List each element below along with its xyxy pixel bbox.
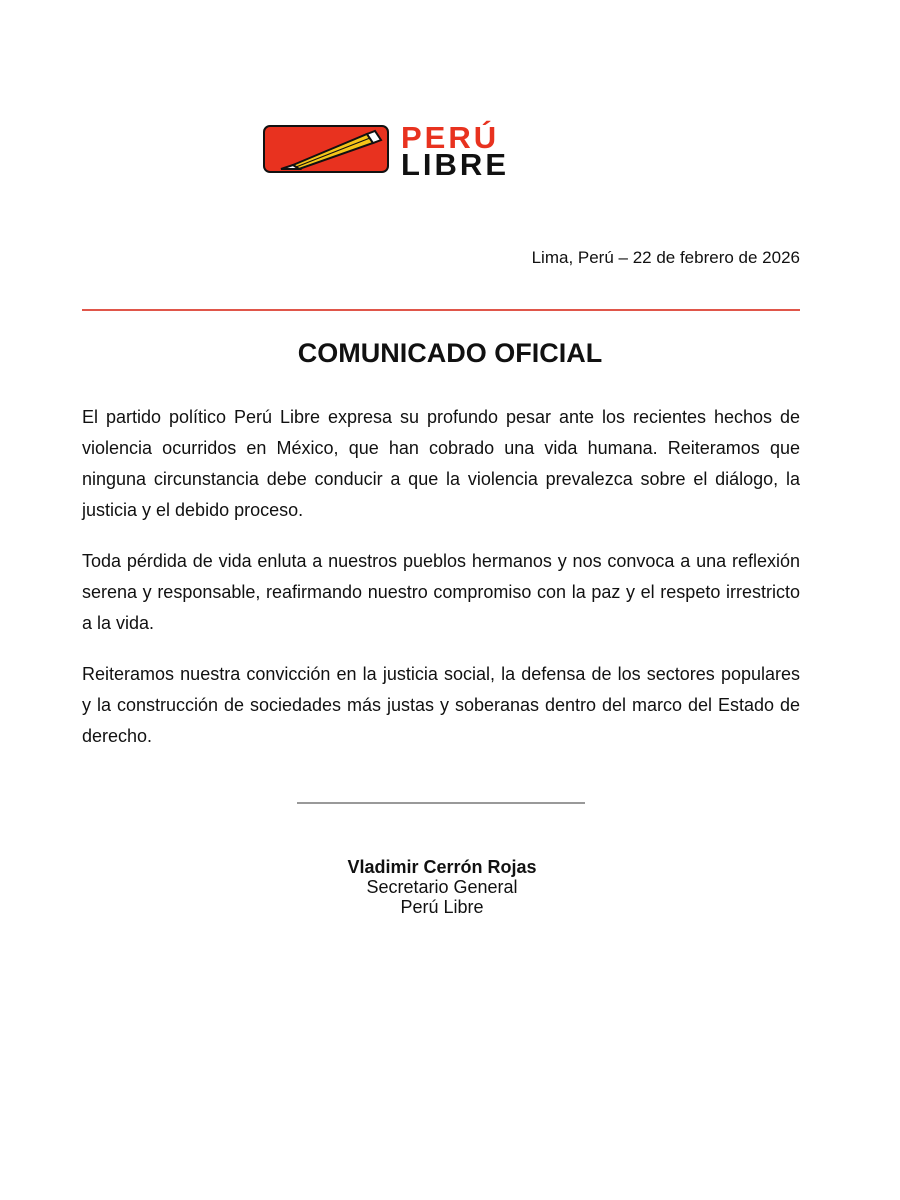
signatory-role: Secretario General (366, 877, 518, 897)
document-body (82, 402, 800, 772)
logo-text-peru: PERÚ (401, 120, 500, 155)
signature-block (300, 857, 584, 917)
body-paragraph-3: Reiteramos nuestra convicción en la justicia social, la defensa de los sectores populares y la construcción de sociedades más justas y soberanas dentro del marco del Estado de derecho. (82, 664, 800, 746)
signature-line (297, 802, 585, 804)
logo-text-libre: LIBRE (401, 147, 509, 182)
signatory-organization: Perú Libre (400, 897, 484, 917)
document-title: COMUNICADO OFICIAL (297, 338, 603, 368)
header-divider (82, 309, 800, 311)
logo-wordmark (401, 120, 623, 182)
document-date: Lima, Perú – 22 de febrero de 2026 (531, 248, 800, 267)
pencil-logo-icon (263, 125, 389, 173)
peru-libre-logo (263, 120, 623, 182)
signatory-name: Vladimir Cerrón Rojas (347, 857, 537, 877)
body-paragraph-1: El partido político Perú Libre expresa su profundo pesar ante los recientes hechos de violencia ocurridos en México, que han cobrado una vida humana. Reiteramos que ninguna circunstancia debe conducir a que la violencia prevalezca sobre el diálogo, la justicia y el debido proceso. (82, 407, 800, 520)
body-paragraph-2: Toda pérdida de vida enluta a nuestros pueblos hermanos y nos convoca a una reflexión serena y responsable, reafirmando nuestro compromiso con la paz y el respeto irrestricto a la vida. (82, 551, 800, 633)
